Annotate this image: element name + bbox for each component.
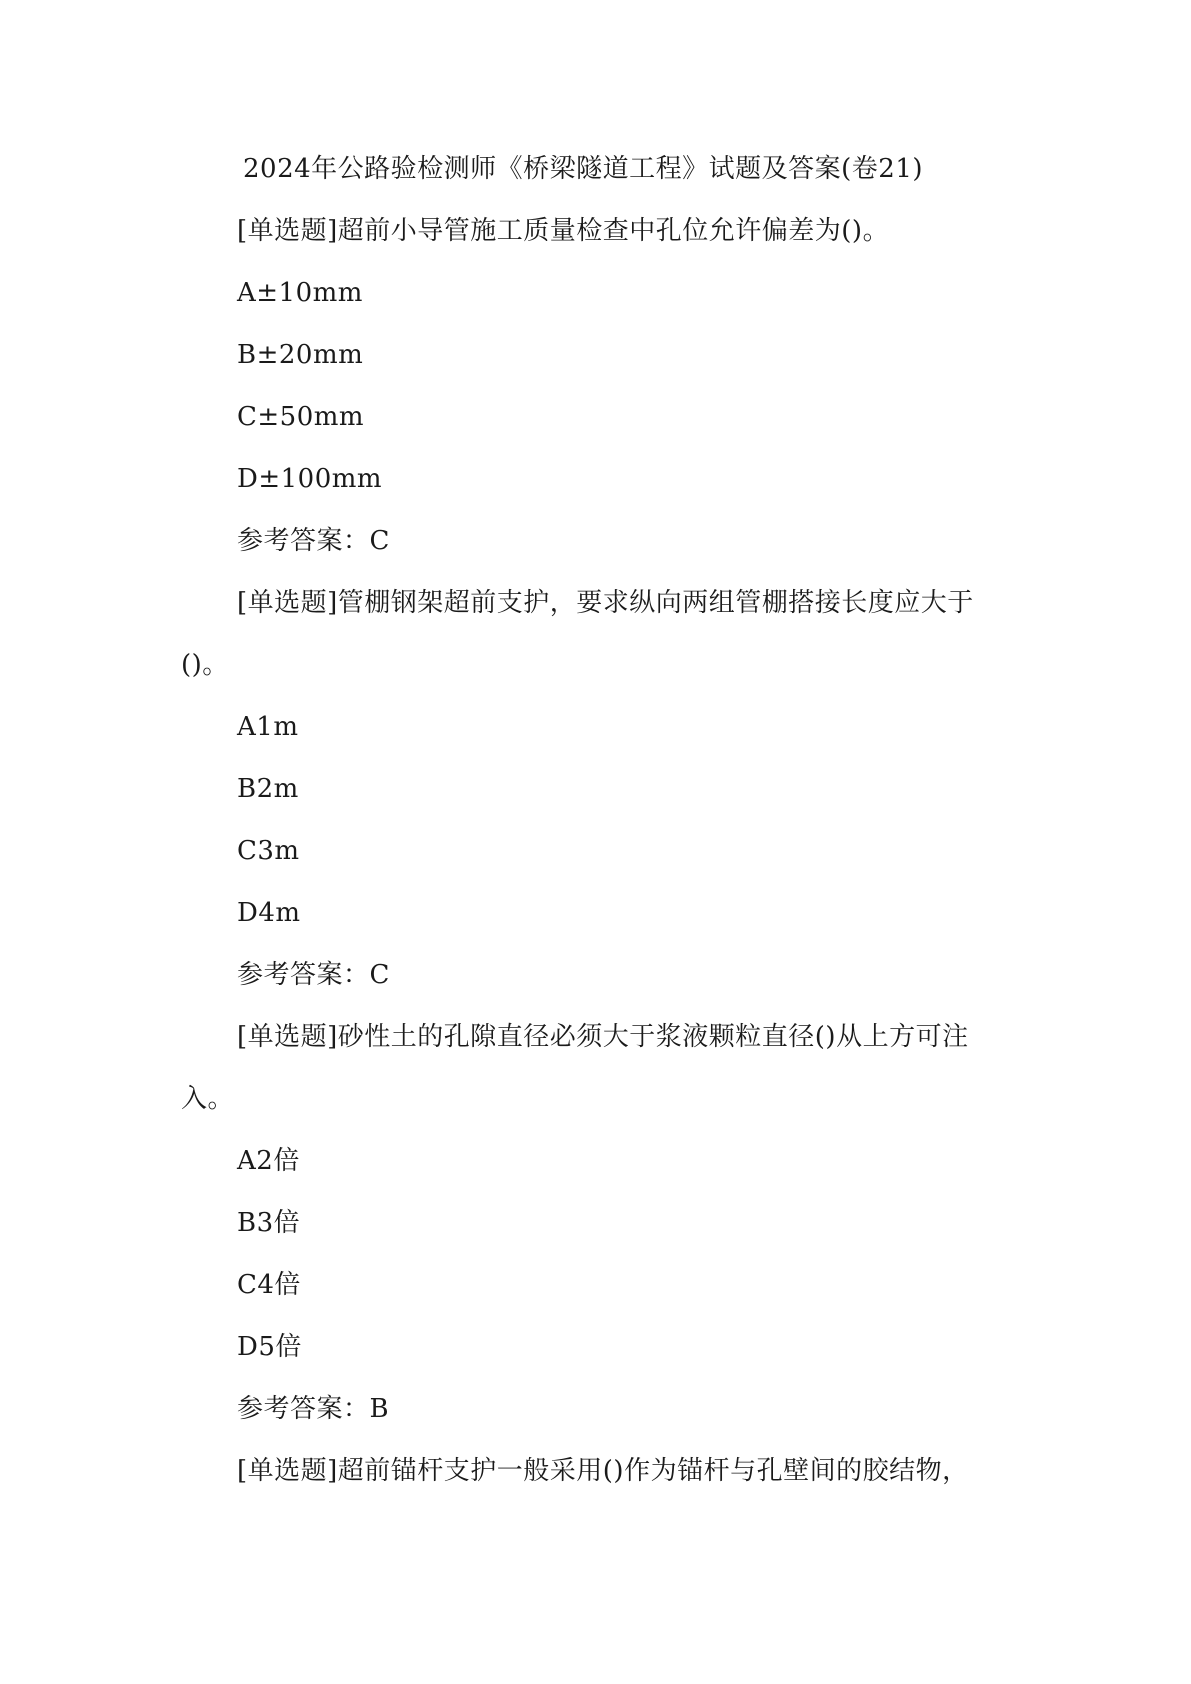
question-2-answer: 参考答案：C xyxy=(237,960,390,990)
question-1-option-a: A±10mm xyxy=(237,278,363,308)
question-2-option-c: C3m xyxy=(237,836,300,866)
question-1-answer: 参考答案：C xyxy=(237,526,390,556)
question-1-option-c: C±50mm xyxy=(237,402,365,432)
question-1-option-d: D±100mm xyxy=(237,464,383,494)
question-1-stem: [单选题]超前小导管施工质量检查中孔位允许偏差为()。 xyxy=(237,216,890,246)
question-3-option-a: A2倍 xyxy=(237,1146,300,1176)
question-2-option-b: B2m xyxy=(237,774,299,804)
question-3-option-d: D5倍 xyxy=(237,1332,302,1362)
question-2-option-d: D4m xyxy=(237,898,301,928)
question-1-option-b: B±20mm xyxy=(237,340,364,370)
question-3-option-b: B3倍 xyxy=(237,1208,301,1238)
document-title: 2024年公路验检测师《桥梁隧道工程》试题及答案(卷21) xyxy=(243,154,924,184)
question-2-stem-continued: ()。 xyxy=(181,650,229,680)
question-3-stem: [单选题]砂性土的孔隙直径必须大于浆液颗粒直径()从上方可注 xyxy=(237,1022,969,1052)
question-4-stem: [单选题]超前锚杆支护一般采用()作为锚杆与孔壁间的胶结物， xyxy=(237,1456,969,1486)
question-3-answer: 参考答案：B xyxy=(237,1394,390,1424)
question-3-stem-continued: 入。 xyxy=(181,1084,235,1114)
question-2-option-a: A1m xyxy=(237,712,299,742)
question-2-stem: [单选题]管棚钢架超前支护，要求纵向两组管棚搭接长度应大于 xyxy=(237,588,974,618)
question-3-option-c: C4倍 xyxy=(237,1270,301,1300)
